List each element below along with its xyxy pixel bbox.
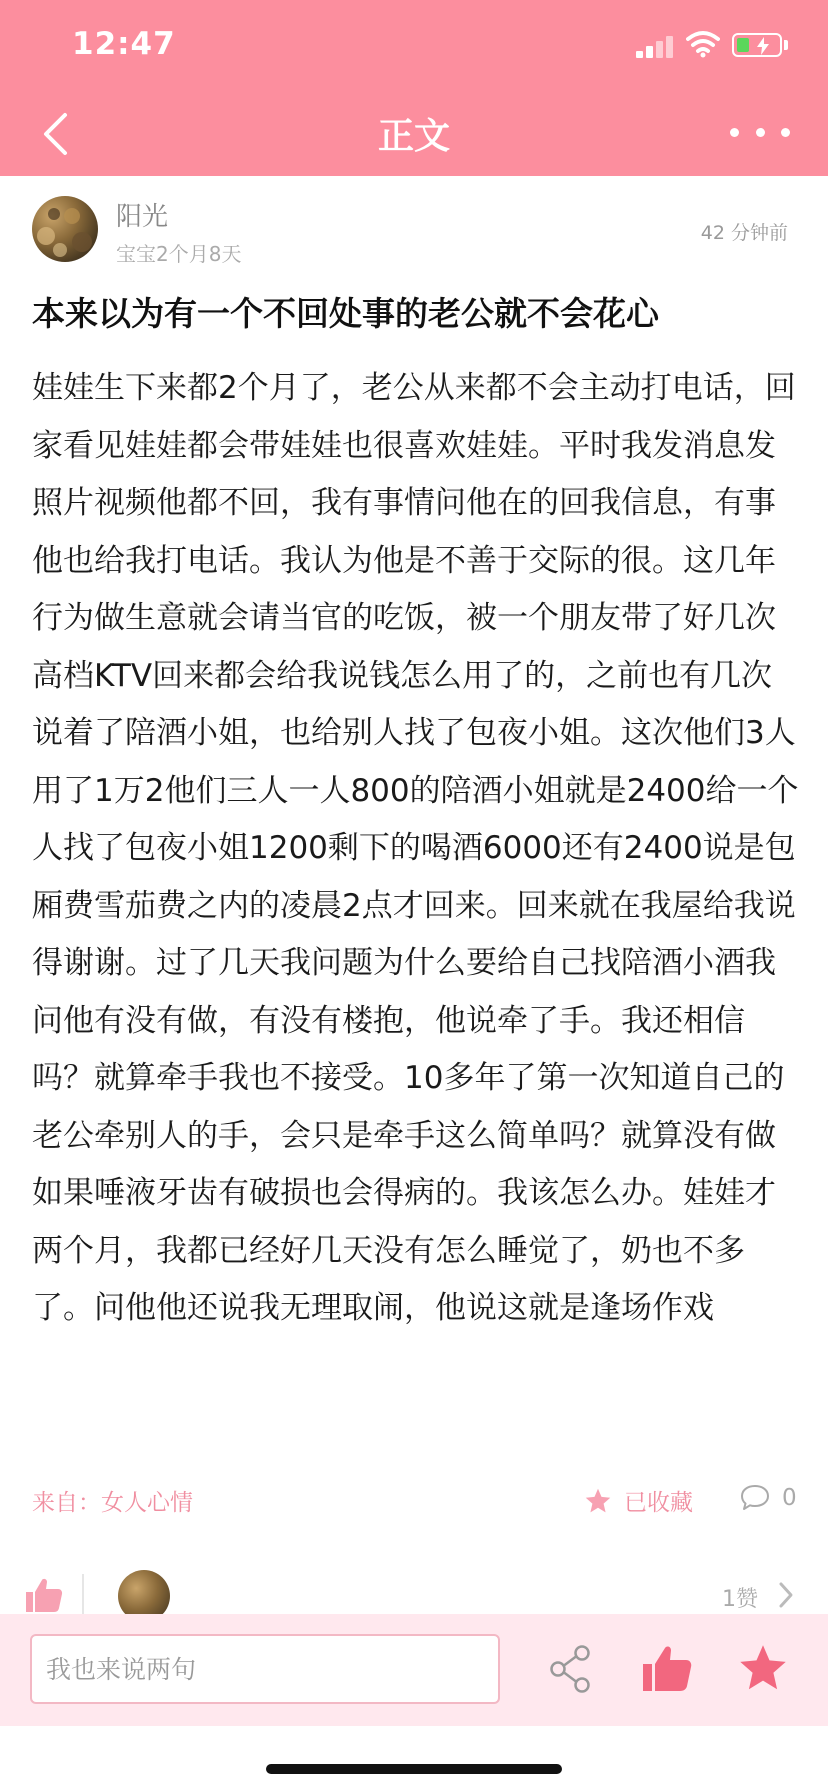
more-dot	[756, 128, 765, 137]
charging-bolt-icon	[756, 37, 770, 55]
author-baby-age: 宝宝2个月8天	[116, 242, 242, 266]
post-time: 42 分钟前	[700, 222, 788, 244]
like-divider	[82, 1574, 84, 1614]
more-dot	[781, 128, 790, 137]
header-bar	[0, 0, 828, 176]
battery-nub	[784, 40, 788, 50]
author-name[interactable]: 阳光	[116, 202, 169, 232]
page-title: 正文	[377, 116, 450, 157]
thumbs-up-icon[interactable]	[640, 1644, 694, 1694]
more-dots-icon	[730, 128, 739, 137]
favorite-toggle[interactable]	[584, 1484, 693, 1517]
home-indicator	[266, 1764, 562, 1774]
wifi-icon	[686, 30, 720, 58]
star-icon[interactable]	[736, 1642, 790, 1694]
avatar-texture	[32, 196, 98, 262]
like-count[interactable]: 1赞	[722, 1587, 758, 1612]
comment-count: 0	[782, 1485, 797, 1511]
author-avatar[interactable]	[32, 196, 98, 262]
post-body: 娃娃生下来都2个月了，老公从来都不会主动打电话，回家看见娃娃都会带娃娃也很喜欢娃娃。平时我发消息发照片视频他都不回，我有事情问他在的回我信息，有事他也给我打电话。我认为他是不善于交际的很。这几年行为做生意就会请当官的吃饭，被一个朋友带了好几次高档KTV回来都会给我说钱怎么用了的，之前也有几次说着了陪酒小姐，也给别人找了包夜小姐。这次他们3人用了1万2他们三人一人800的陪酒小姐就是2400给一个人找了包夜小姐1200剩下的喝酒6000还有2400说是包厢费雪茄费之内的凌晨2点才回来。回来就在我屋给我说得谢谢。过了几天我问题为什么要给自己找陪酒小酒我问他有没有做，有没有楼抱，他说牵了手。我还相信吗？就算牵手我也不接受。10多年了第一次知道自己的老公牵别人的手，会只是牵手这么简单吗？就算没有做如果唾液牙齿有破损也会得病的。我该怎么办。娃娃才两个月，我都已经好几天没有怎么睡觉了，奶也不多了。问他他还说我无理取闹，他说这就是逢场作戏	[32, 370, 799, 1326]
star-icon	[584, 1487, 612, 1515]
more-button[interactable]	[730, 114, 790, 150]
chevron-right-icon[interactable]	[776, 1580, 796, 1610]
favorite-label: 已收藏	[624, 1490, 693, 1516]
post-title: 本来以为有一个不回处事的老公就不会花心	[32, 294, 659, 333]
speech-bubble-icon	[740, 1484, 770, 1512]
post-source[interactable]: 来自：女人心情	[32, 1490, 193, 1516]
comment-count-button[interactable]	[740, 1484, 797, 1512]
share-icon[interactable]	[548, 1644, 594, 1694]
thumbs-up-icon[interactable]	[24, 1576, 64, 1614]
status-time: 12:47	[72, 26, 176, 62]
signal-icon	[636, 34, 674, 58]
comment-input[interactable]	[30, 1634, 500, 1704]
